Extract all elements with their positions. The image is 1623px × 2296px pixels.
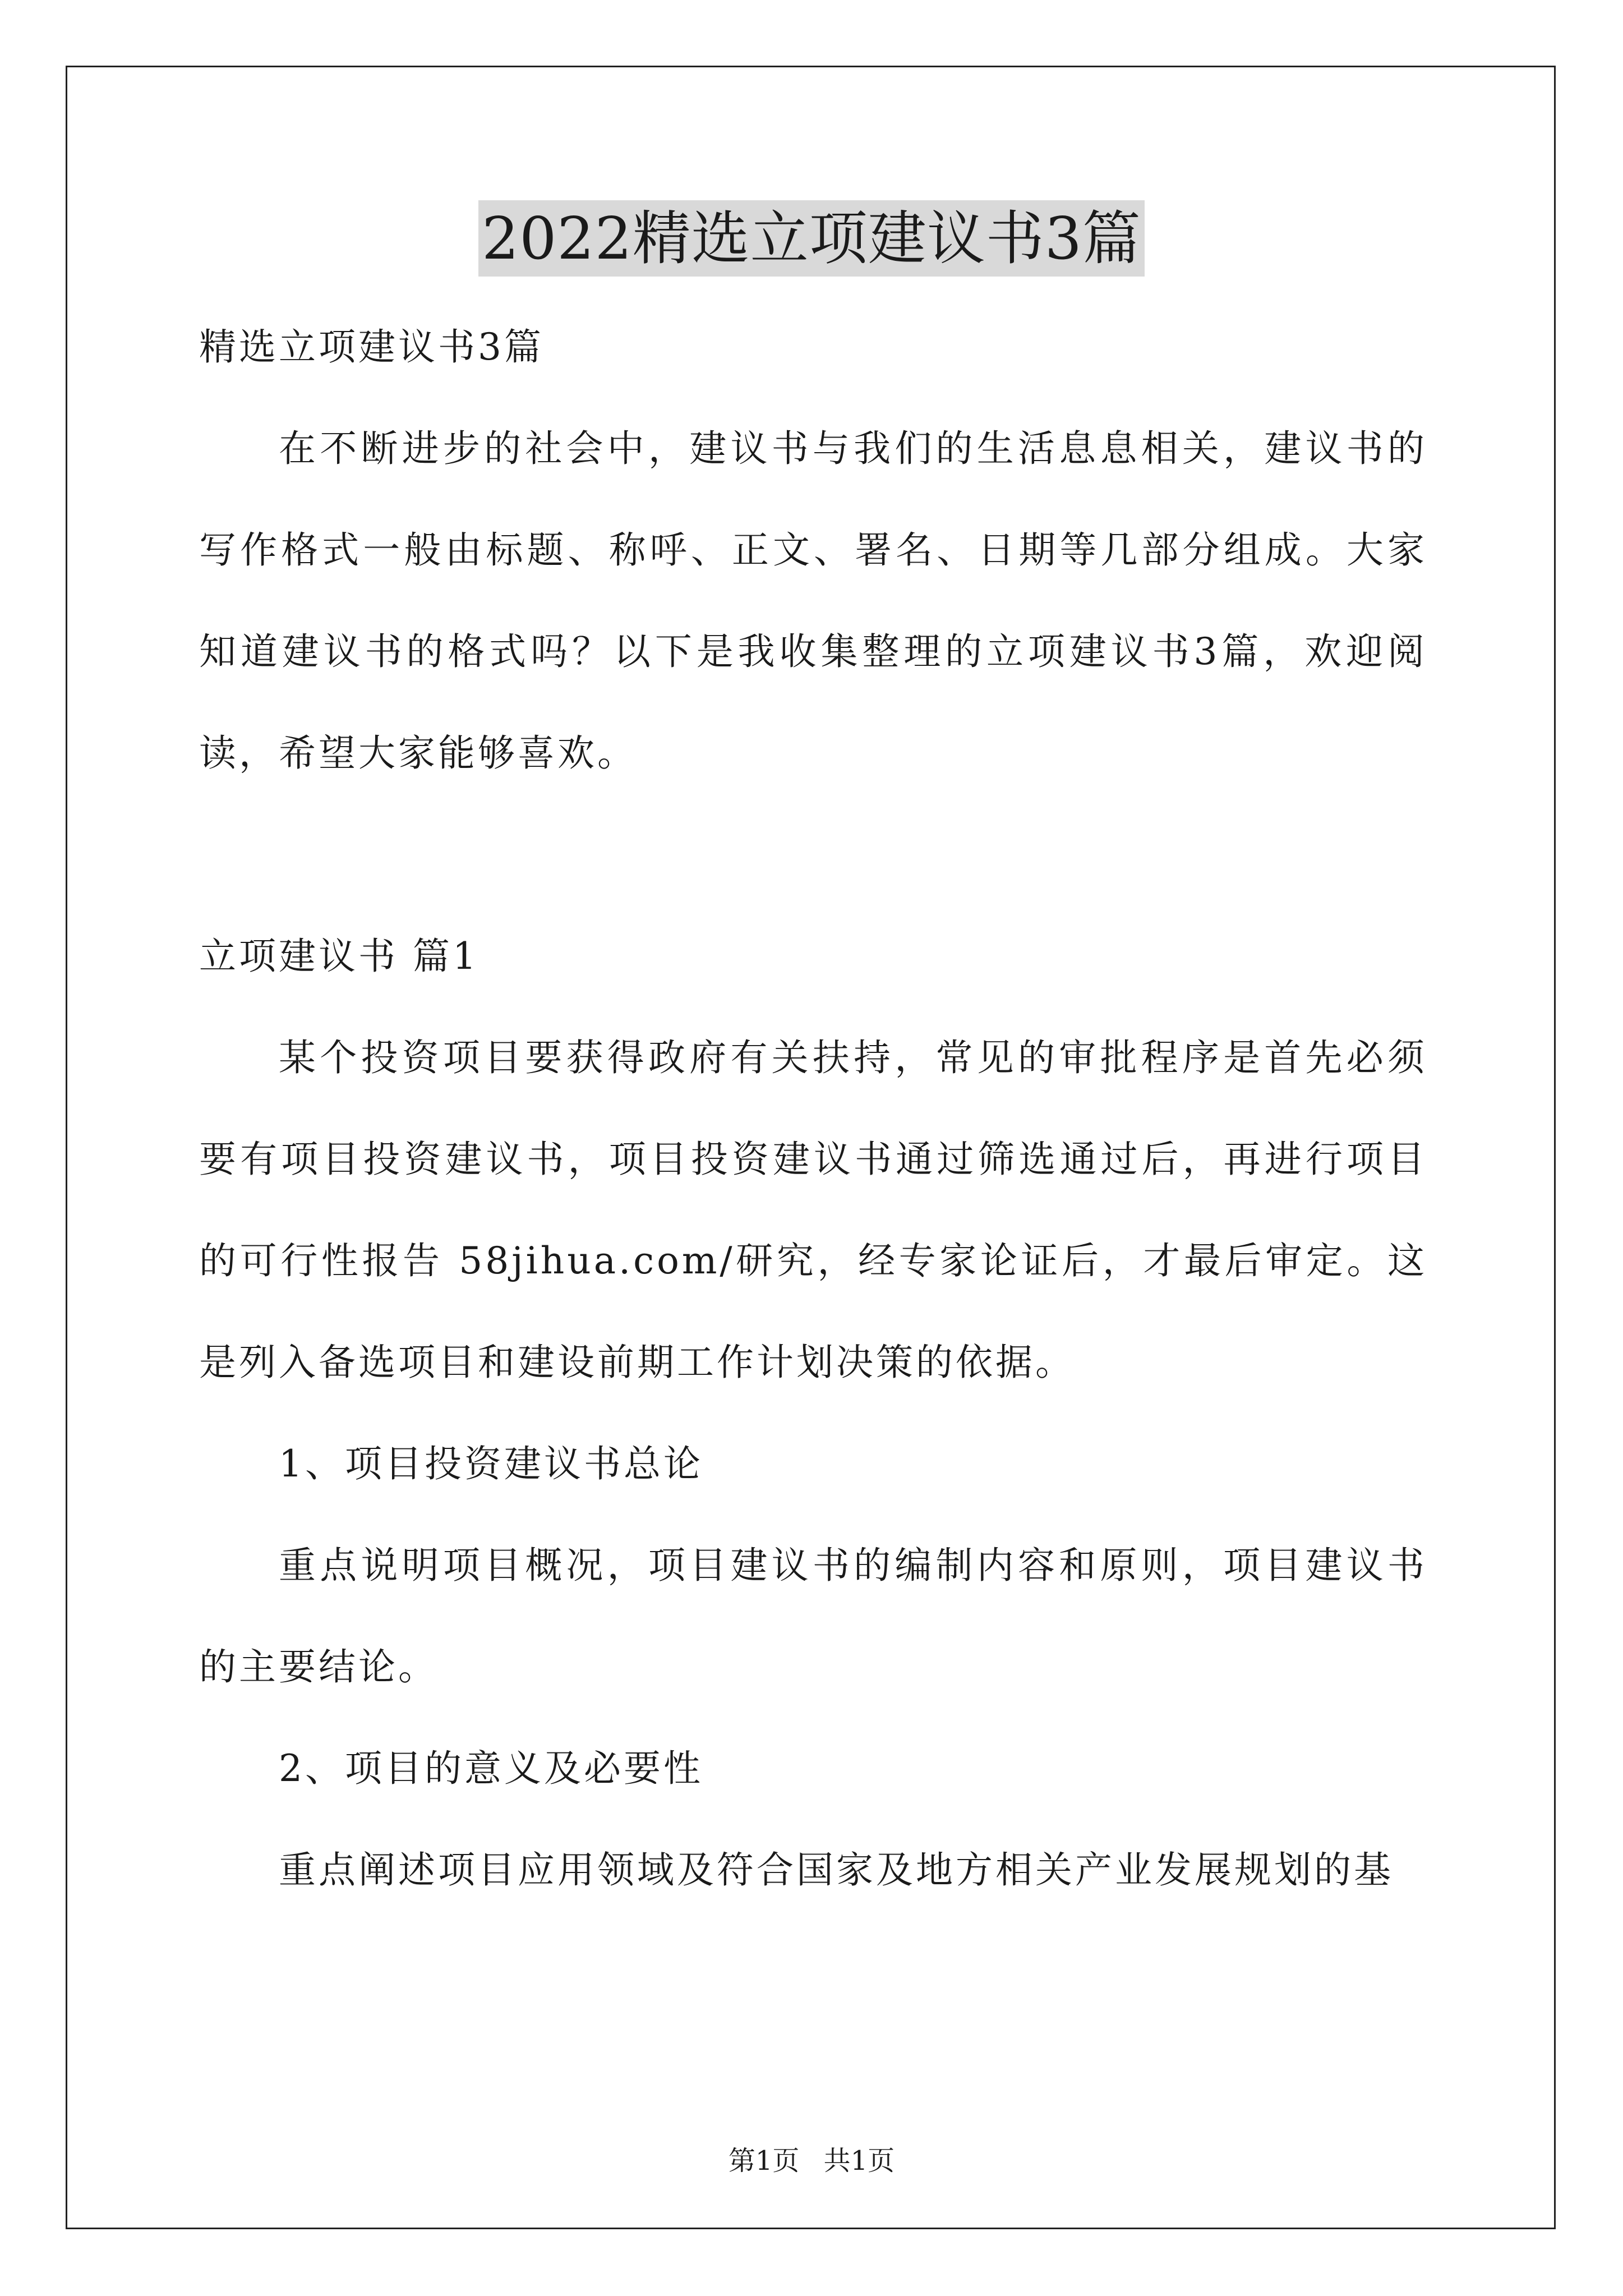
document-title: 2022精选立项建议书3篇 (478, 200, 1145, 277)
body-paragraph: 重点阐述项目应用领域及符合国家及地方相关产业发展规划的基 (279, 1848, 1394, 1892)
section-heading: 立项建议书 篇1 (199, 935, 479, 978)
body-paragraph: 重点说明项目概况，项目建议书的编制内容和原则，项目建议书的主要结论。 (199, 1544, 1427, 1688)
title-container (0, 200, 1623, 277)
document-body (199, 296, 1427, 1921)
body-paragraph: 2、项目的意义及必要性 (279, 1747, 703, 1790)
body-paragraph: 1、项目投资建议书总论 (279, 1442, 703, 1485)
page-number: 第1页 (728, 2145, 800, 2177)
body-paragraph: 某个投资项目要获得政府有关扶持，常见的审批程序是首先必须要有项目投资建议书，项目投资建议书通过筛选通过后，再进行项目的可行性报告 58jihua.com/研究，经专家论证后，才最后审定。这是列入备选项目和建设前期工作计划决策的依据。 (199, 1036, 1427, 1384)
page-total: 共1页 (823, 2145, 895, 2177)
document-subtitle: 精选立项建议书3篇 (199, 325, 544, 369)
intro-paragraph: 在不断进步的社会中，建议书与我们的生活息息相关，建议书的写作格式一般由标题、称呼、正文、署名、日期等几部分组成。大家知道建议书的格式吗？以下是我收集整理的立项建议书3篇，欢迎阅读，希望大家能够喜欢。 (199, 427, 1427, 775)
page-footer (0, 2144, 1623, 2178)
